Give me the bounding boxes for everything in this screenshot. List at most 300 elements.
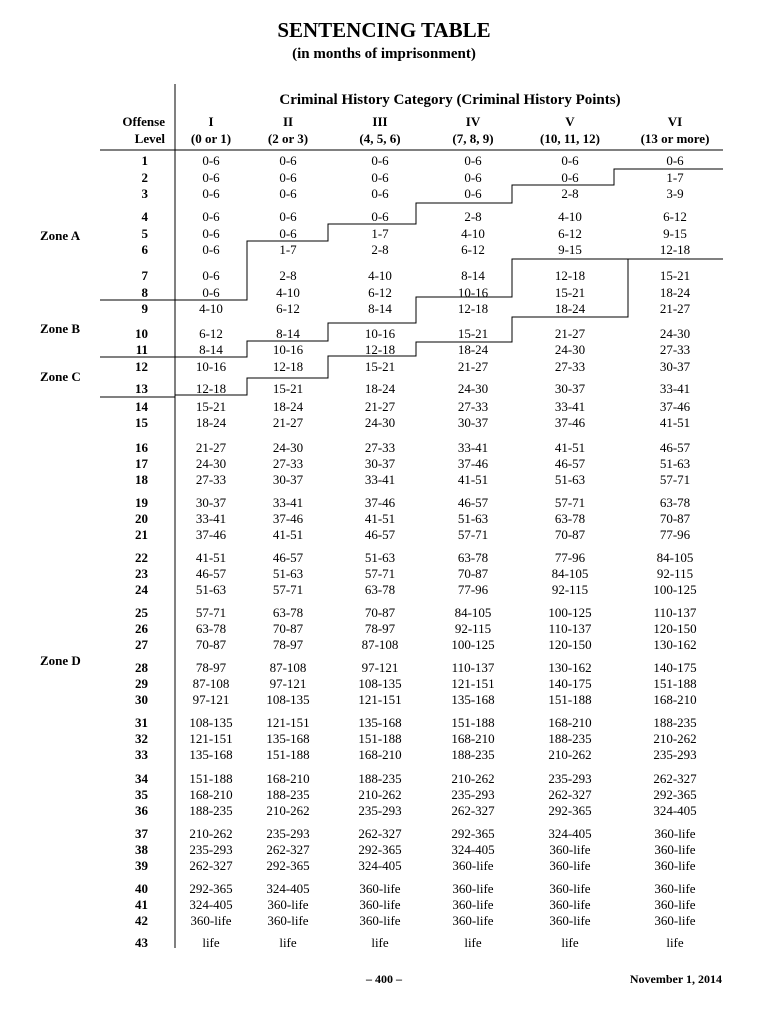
table-cell: 235-293 (548, 771, 592, 786)
table-cell: 1-7 (279, 242, 297, 257)
page-date: November 1, 2014 (629, 972, 722, 986)
column-points: (13 or more) (640, 131, 710, 146)
offense-level: 13 (135, 381, 148, 396)
table-cell: 0-6 (279, 153, 297, 168)
table-cell: 168-210 (451, 731, 495, 746)
table-cell: 78-97 (272, 637, 304, 652)
table-cell: 140-175 (653, 660, 697, 675)
offense-level: 11 (135, 342, 148, 357)
table-cell: 18-24 (554, 301, 586, 316)
table-cell: 262-327 (548, 787, 592, 802)
table-cell: 151-188 (358, 731, 402, 746)
offense-level: 32 (135, 731, 148, 746)
table-cell: 168-210 (653, 692, 697, 707)
table-cell: 0-6 (202, 242, 220, 257)
offense-level: 5 (141, 226, 148, 241)
offense-level: 43 (135, 935, 148, 950)
table-cell: 360-life (452, 858, 494, 873)
table-cell: 30-37 (457, 415, 489, 430)
table-cell: 15-21 (659, 268, 691, 283)
table-cell: 121-151 (451, 676, 495, 691)
table-cell: 360-life (654, 913, 696, 928)
table-cell: 77-96 (659, 527, 691, 542)
table-cell: 41-51 (554, 440, 586, 455)
table-cell: 63-78 (457, 550, 489, 565)
table-cell: 4-10 (368, 268, 392, 283)
table-cell: 70-87 (272, 621, 304, 636)
table-cell: 18-24 (659, 285, 691, 300)
table-cell: 27-33 (659, 342, 691, 357)
table-cell: 57-71 (272, 582, 304, 597)
table-cell: 92-115 (656, 566, 694, 581)
table-cell: 70-87 (457, 566, 489, 581)
table-cell: 24-30 (195, 456, 227, 471)
offense-level: 33 (135, 747, 148, 762)
table-cell: 0-6 (464, 170, 482, 185)
offense-level: 38 (135, 842, 148, 857)
table-cell: 41-51 (659, 415, 691, 430)
table-cell: 2-8 (371, 242, 389, 257)
table-cell: 15-21 (195, 399, 227, 414)
table-cell: 37-46 (272, 511, 304, 526)
table-cell: 33-41 (272, 495, 304, 510)
table-cell: 0-6 (279, 209, 297, 224)
column-points: (10, 11, 12) (540, 131, 600, 146)
table-cell: 360-life (359, 897, 401, 912)
table-cell: 12-18 (554, 268, 586, 283)
offense-label: Offense (122, 114, 165, 129)
table-cell: 6-12 (368, 285, 392, 300)
table-cell: 18-24 (457, 342, 489, 357)
table-cell: 27-33 (272, 456, 304, 471)
table-cell: 30-37 (659, 359, 691, 374)
offense-level: 7 (141, 268, 148, 283)
table-cell: 92-115 (454, 621, 492, 636)
offense-level: 41 (135, 897, 148, 912)
table-cell: 292-365 (548, 803, 592, 818)
table-cell: 292-365 (358, 842, 402, 857)
column-points: (4, 5, 6) (359, 131, 401, 146)
table-cell: 168-210 (266, 771, 310, 786)
table-cell: 10-16 (195, 359, 227, 374)
table-cell: 292-365 (451, 826, 495, 841)
table-cell: 12-18 (195, 381, 227, 396)
offense-level: 1 (141, 153, 148, 168)
table-cell: 360-life (654, 842, 696, 857)
table-cell: 8-14 (368, 301, 392, 316)
table-cell: 2-8 (561, 186, 579, 201)
offense-level: 39 (135, 858, 148, 873)
offense-level: 34 (135, 771, 148, 786)
table-cell: 87-108 (192, 676, 230, 691)
table-cell: 27-33 (364, 440, 396, 455)
table-cell: 10-16 (272, 342, 304, 357)
table-cell: 97-121 (269, 676, 307, 691)
table-cell: 63-78 (272, 605, 304, 620)
column-points: (7, 8, 9) (452, 131, 494, 146)
table-cell: 0-6 (371, 209, 389, 224)
table-cell: life (464, 935, 482, 950)
table-cell: 18-24 (364, 381, 396, 396)
table-cell: 360-life (549, 842, 591, 857)
table-cell: 84-105 (551, 566, 589, 581)
table-cell: 292-365 (653, 787, 697, 802)
offense-level: 26 (135, 621, 148, 636)
table-cell: 6-12 (461, 242, 485, 257)
table-cell: 21-27 (195, 440, 227, 455)
table-cell: 33-41 (195, 511, 227, 526)
table-cell: 324-405 (189, 897, 233, 912)
table-cell: 0-6 (561, 153, 579, 168)
table-cell: 24-30 (554, 342, 586, 357)
table-cell: 0-6 (666, 153, 684, 168)
offense-level: 30 (135, 692, 148, 707)
column-points: (0 or 1) (190, 131, 232, 146)
table-cell: 78-97 (195, 660, 227, 675)
offense-level: 12 (135, 359, 148, 374)
table-cell: 360-life (359, 913, 401, 928)
table-cell: 21-27 (659, 301, 691, 316)
column-roman: IV (465, 114, 481, 129)
table-cell: 120-150 (653, 621, 697, 636)
table-cell: 8-14 (199, 342, 223, 357)
table-cell: 6-12 (199, 326, 223, 341)
table-cell: 3-9 (666, 186, 684, 201)
table-cell: 10-16 (457, 285, 489, 300)
offense-level: 17 (135, 456, 148, 471)
table-cell: 110-137 (653, 605, 697, 620)
table-cell: 70-87 (659, 511, 691, 526)
table-cell: 10-16 (364, 326, 396, 341)
table-cell: 360-life (549, 858, 591, 873)
table-cell: 151-188 (189, 771, 233, 786)
table-cell: 21-27 (457, 359, 489, 374)
table-cell: 0-6 (464, 153, 482, 168)
table-cell: life (202, 935, 220, 950)
table-cell: 151-188 (266, 747, 310, 762)
table-cell: 77-96 (457, 582, 489, 597)
table-cell: 108-135 (358, 676, 402, 691)
offense-level: 21 (135, 527, 148, 542)
table-cell: 51-63 (659, 456, 691, 471)
column-roman: III (372, 114, 388, 129)
table-cell: 33-41 (659, 381, 691, 396)
table-cell: 324-405 (451, 842, 495, 857)
table-cell: 0-6 (371, 186, 389, 201)
table-cell: 210-262 (358, 787, 402, 802)
offense-level: 14 (135, 399, 148, 414)
table-cell: 77-96 (554, 550, 586, 565)
table-cell: 135-168 (189, 747, 233, 762)
table-cell: 33-41 (457, 440, 489, 455)
table-cell: 37-46 (457, 456, 489, 471)
table-cell: 262-327 (653, 771, 697, 786)
table-cell: 100-125 (653, 582, 697, 597)
table-cell: 6-12 (558, 226, 582, 241)
offense-level: 37 (135, 826, 148, 841)
table-cell: 57-71 (659, 472, 691, 487)
table-cell: life (666, 935, 684, 950)
table-cell: 360-life (654, 897, 696, 912)
table-cell: 324-405 (548, 826, 592, 841)
table-cell: 1-7 (371, 226, 389, 241)
table-cell: 324-405 (653, 803, 697, 818)
table-cell: 130-162 (653, 637, 697, 652)
table-cell: 46-57 (554, 456, 586, 471)
offense-level: 31 (135, 715, 148, 730)
offense-level: 42 (135, 913, 148, 928)
table-cell: 324-405 (358, 858, 402, 873)
table-cell: 37-46 (364, 495, 396, 510)
table-cell: 21-27 (364, 399, 396, 414)
table-cell: 108-135 (266, 692, 310, 707)
table-cell: 57-71 (457, 527, 489, 542)
table-cell: 87-108 (269, 660, 307, 675)
table-cell: 70-87 (195, 637, 227, 652)
table-cell: 15-21 (272, 381, 304, 396)
table-cell: 360-life (267, 913, 309, 928)
table-cell: 0-6 (279, 186, 297, 201)
table-cell: 188-235 (653, 715, 697, 730)
zone-b-label: Zone B (40, 321, 81, 336)
table-cell: 0-6 (202, 170, 220, 185)
table-cell: 292-365 (266, 858, 310, 873)
table-cell: 57-71 (195, 605, 227, 620)
criminal-history-heading: Criminal History Category (Criminal History Points) (279, 92, 621, 108)
table-cell: 27-33 (195, 472, 227, 487)
table-cell: 63-78 (195, 621, 227, 636)
table-cell: 63-78 (554, 511, 586, 526)
column-roman: I (208, 114, 214, 129)
table-cell: 188-235 (548, 731, 592, 746)
offense-level: 6 (141, 242, 148, 257)
table-cell: 360-life (452, 897, 494, 912)
table-cell: 151-188 (653, 676, 697, 691)
table-cell: 121-151 (358, 692, 402, 707)
table-cell: 151-188 (548, 692, 592, 707)
table-cell: 24-30 (364, 415, 396, 430)
table-cell: 46-57 (195, 566, 227, 581)
table-cell: 108-135 (189, 715, 233, 730)
table-cell: 21-27 (554, 326, 586, 341)
table-cell: 15-21 (554, 285, 586, 300)
table-cell: 100-125 (548, 605, 592, 620)
table-cell: 360-life (452, 881, 494, 896)
table-cell: 63-78 (364, 582, 396, 597)
zone-d-label: Zone D (40, 653, 81, 668)
table-cell: 6-12 (276, 301, 300, 316)
table-cell: 51-63 (554, 472, 586, 487)
table-cell: 57-71 (364, 566, 396, 581)
table-cell: 135-168 (358, 715, 402, 730)
page-number: – 400 – (366, 972, 402, 986)
table-cell: 188-235 (189, 803, 233, 818)
table-cell: 4-10 (558, 209, 582, 224)
offense-level: 2 (141, 170, 148, 185)
table-cell: 12-18 (457, 301, 489, 316)
table-cell: 18-24 (195, 415, 227, 430)
table-cell: 9-15 (663, 226, 687, 241)
table-cell: 168-210 (358, 747, 402, 762)
table-cell: 235-293 (189, 842, 233, 857)
offense-level: 10 (135, 326, 148, 341)
table-cell: 63-78 (659, 495, 691, 510)
table-cell: 30-37 (554, 381, 586, 396)
offense-level: 19 (135, 495, 148, 510)
table-cell: 0-6 (202, 268, 220, 283)
offense-level: 15 (135, 415, 148, 430)
offense-level: 25 (135, 605, 148, 620)
offense-level: 20 (135, 511, 148, 526)
table-cell: 21-27 (272, 415, 304, 430)
table-cell: 262-327 (189, 858, 233, 873)
table-cell: 46-57 (272, 550, 304, 565)
table-cell: 210-262 (548, 747, 592, 762)
table-cell: 0-6 (202, 153, 220, 168)
table-cell: 1-7 (666, 170, 684, 185)
table-cell: 0-6 (202, 186, 220, 201)
table-cell: 360-life (359, 881, 401, 896)
table-cell: 168-210 (189, 787, 233, 802)
column-roman: II (282, 114, 294, 129)
table-cell: 15-21 (457, 326, 489, 341)
table-cell: 210-262 (266, 803, 310, 818)
table-cell: 46-57 (364, 527, 396, 542)
offense-level: 8 (141, 285, 148, 300)
table-cell: 12-18 (364, 342, 396, 357)
table-cell: 6-12 (663, 209, 687, 224)
table-cell: 0-6 (464, 186, 482, 201)
table-cell: life (561, 935, 579, 950)
table-cell: 30-37 (272, 472, 304, 487)
table-cell: 41-51 (272, 527, 304, 542)
table-cell: 0-6 (279, 170, 297, 185)
table-cell: 188-235 (451, 747, 495, 762)
table-cell: 15-21 (364, 359, 396, 374)
table-cell: 135-168 (451, 692, 495, 707)
column-roman: V (565, 114, 575, 129)
table-cell: 12-18 (659, 242, 691, 257)
table-cell: 324-405 (266, 881, 310, 896)
offense-level: 40 (135, 881, 148, 896)
table-cell: 37-46 (659, 399, 691, 414)
table-cell: 70-87 (364, 605, 396, 620)
table-cell: 0-6 (371, 170, 389, 185)
table-cell: 84-105 (454, 605, 492, 620)
table-cell: 235-293 (653, 747, 697, 762)
table-cell: 210-262 (451, 771, 495, 786)
table-cell: 24-30 (457, 381, 489, 396)
table-cell: 360-life (654, 826, 696, 841)
offense-level: 28 (135, 660, 148, 675)
table-cell: 360-life (549, 881, 591, 896)
table-cell: 120-150 (548, 637, 592, 652)
zone-c-label: Zone C (40, 369, 81, 384)
table-cell: 70-87 (554, 527, 586, 542)
table-cell: 51-63 (195, 582, 227, 597)
table-cell: 27-33 (554, 359, 586, 374)
offense-level: 9 (141, 301, 148, 316)
table-cell: 33-41 (554, 399, 586, 414)
table-cell: 360-life (549, 913, 591, 928)
table-cell: 30-37 (364, 456, 396, 471)
page-title: SENTENCING TABLE (277, 18, 491, 42)
offense-level: 4 (141, 209, 148, 224)
table-cell: 18-24 (272, 399, 304, 414)
offense-level: 35 (135, 787, 148, 802)
table-cell: 37-46 (554, 415, 586, 430)
table-cell: 51-63 (364, 550, 396, 565)
table-cell: 151-188 (451, 715, 495, 730)
table-cell: 360-life (654, 858, 696, 873)
page-subtitle: (in months of imprisonment) (292, 46, 476, 62)
table-cell: 2-8 (279, 268, 297, 283)
table-cell: 97-121 (192, 692, 230, 707)
table-cell: 51-63 (272, 566, 304, 581)
table-cell: life (371, 935, 389, 950)
table-cell: 4-10 (199, 301, 223, 316)
offense-level: 3 (141, 186, 148, 201)
table-cell: 188-235 (358, 771, 402, 786)
offense-level: 29 (135, 676, 148, 691)
offense-level: 27 (135, 637, 148, 652)
table-cell: 188-235 (266, 787, 310, 802)
table-cell: 235-293 (451, 787, 495, 802)
table-cell: 4-10 (461, 226, 485, 241)
offense-level: 36 (135, 803, 148, 818)
table-cell: 210-262 (189, 826, 233, 841)
table-cell: 27-33 (457, 399, 489, 414)
table-cell: 41-51 (195, 550, 227, 565)
table-cell: 51-63 (457, 511, 489, 526)
table-cell: 360-life (267, 897, 309, 912)
table-cell: 360-life (549, 897, 591, 912)
offense-level: 24 (135, 582, 148, 597)
table-cell: 360-life (654, 881, 696, 896)
table-cell: 0-6 (202, 209, 220, 224)
table-cell: 121-151 (266, 715, 310, 730)
table-cell: 210-262 (653, 731, 697, 746)
table-cell: 235-293 (266, 826, 310, 841)
table-cell: 360-life (452, 913, 494, 928)
table-cell: 41-51 (364, 511, 396, 526)
table-cell: 46-57 (457, 495, 489, 510)
table-cell: 130-162 (548, 660, 592, 675)
offense-level: 23 (135, 566, 148, 581)
table-cell: 97-121 (361, 660, 399, 675)
table-cell: 9-15 (558, 242, 582, 257)
table-cell: 235-293 (358, 803, 402, 818)
table-cell: 110-137 (548, 621, 592, 636)
offense-level: 22 (135, 550, 148, 565)
table-cell: 41-51 (457, 472, 489, 487)
table-cell: life (279, 935, 297, 950)
table-cell: 24-30 (659, 326, 691, 341)
zone-a-label: Zone A (40, 228, 81, 243)
table-cell: 12-18 (272, 359, 304, 374)
table-cell: 0-6 (371, 153, 389, 168)
table-cell: 30-37 (195, 495, 227, 510)
table-cell: 8-14 (461, 268, 485, 283)
table-cell: 87-108 (361, 637, 399, 652)
table-cell: 135-168 (266, 731, 310, 746)
table-cell: 78-97 (364, 621, 396, 636)
table-cell: 33-41 (364, 472, 396, 487)
table-cell: 46-57 (659, 440, 691, 455)
offense-level: 18 (135, 472, 148, 487)
table-cell: 0-6 (279, 226, 297, 241)
column-roman: VI (667, 114, 683, 129)
